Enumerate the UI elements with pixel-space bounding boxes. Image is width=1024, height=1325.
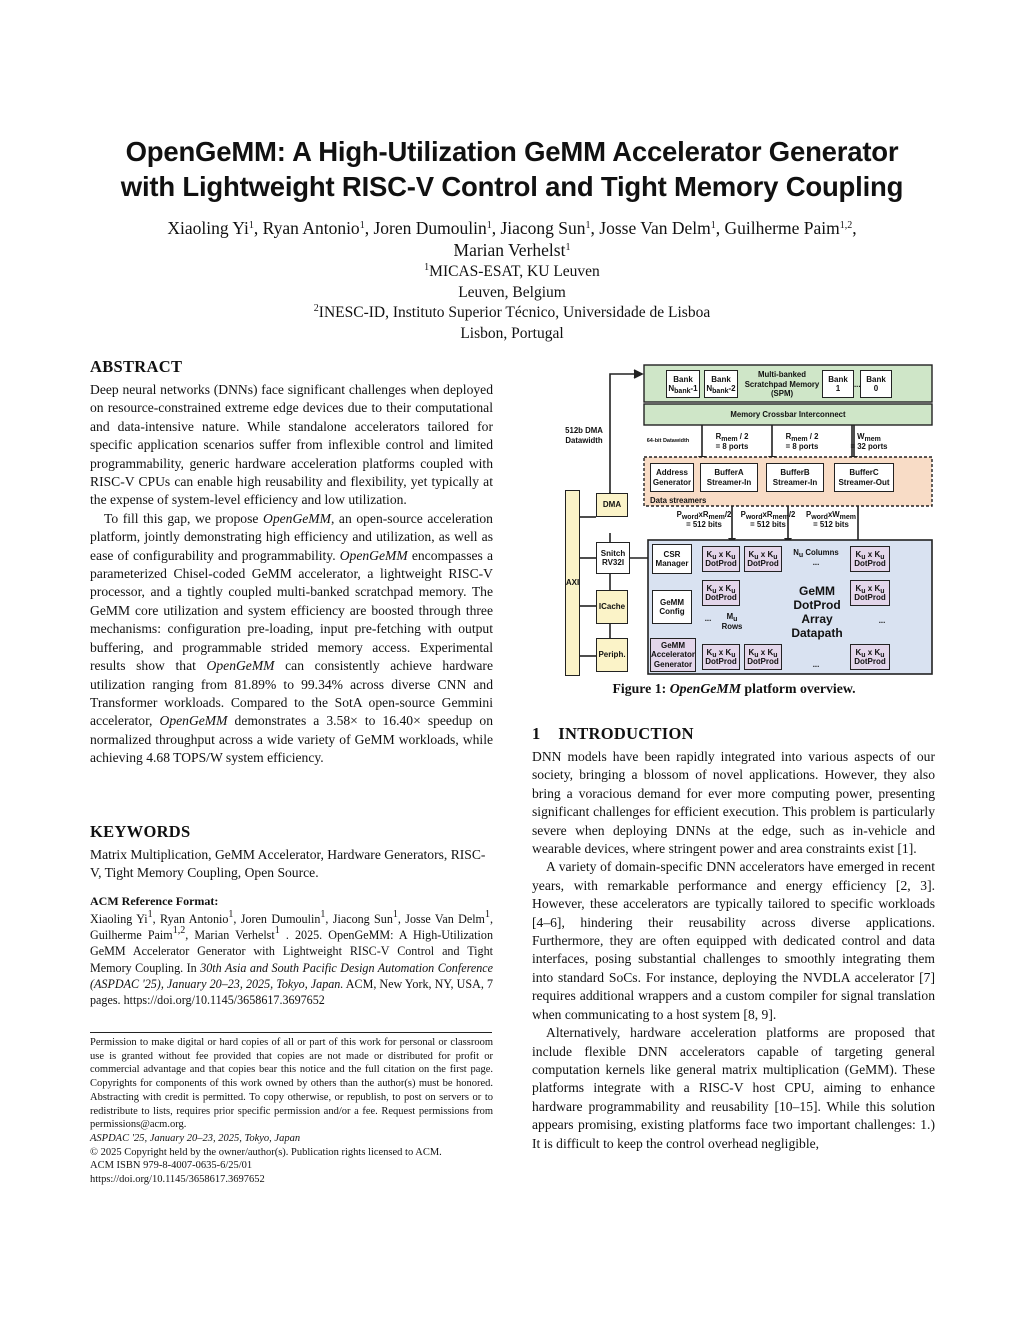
venue-line: ASPDAC '25, January 20–23, 2025, Tokyo, Japan [90,1132,301,1144]
acm-ref-heading: ACM Reference Format: [90,894,219,908]
abstract-paragraph-1: Deep neural networks (DNNs) face significant challenges when deployed on resource-constrained extreme edge devices due to their computational and data-intensive nature. While standalone accelerators tailored for specific application scenarios suffer from inflexible control and limited programmability, generic hardware acceleration platforms coupled with RISC-V CPUs can enable high reusability and flexibility, yet typically at the expense of system-level efficiency and low utilization. [90,382,493,508]
bank-nm1: Bank $N_{bank}-1$ [666,370,700,398]
intro-body [532,748,935,1153]
affiliation-line: $^2$INESC-ID, Instituto Superior Técnico, Universidade de Lisboa [313,303,711,321]
buffer-a-box: BufferA Streamer-In [700,463,758,492]
intro-heading: 1 INTRODUCTION [532,724,694,743]
nu-columns-label: $N_u$ Columns ... [793,548,839,567]
affiliations [200,262,824,344]
crossbar-label: Memory Crossbar Interconnect [730,410,846,419]
author-sup: 1 [565,242,571,253]
acm-ref-body: Xiaoling Yi$^1$, Ryan Antonio$^1$, Joren Dumoulin$^1$, Jiacong Sun$^1$, Josse Van Delm$^1$, Guilherme Paim$^{1,2}$, Marian Verhelst$^1$ . 2025. OpenGeMM: A High-Utilization GeMM Accelerator Generator with Lightweight RISC-V Control and Tight Memory Coupling. In 30th Asia and South Pacific Design Automation Conference (ASPDAC '25), January 20–23, 2025, Tokyo, Japan. ACM, New York, NY, USA, 7 pages. https://doi.org/10.1145/3658617.3697652 [90,909,493,1008]
figure-caption: Figure 1: OpenGeMM platform overview. [612,681,856,696]
affil-sup: 1 [424,262,430,273]
author-name: Josse Van Delm [599,218,711,238]
intro-paragraph-2: A variety of domain-specific DNN accelerators have emerged in recent years, with remarkable performance and energy efficiency [2, 3]. However, these accelerators are typically tailored to specific workloads [4–6], hindering their reusability across diverse applications. Furthermore, they are often equipped with dedicated control and data interfaces, posing substantial challenges to smoothly integrating them into standard SoCs. For instance, deploying the NVDLA accelerator [7] requires additional wrappers and a custom compiler for signal translation when communicating to a host system [8, 9]. [532,859,935,1022]
data-streamers-label: Data streamers [650,496,707,505]
dma-box: DMA [596,493,628,517]
dma-width-label: 512b DMA Datawidth [565,426,603,445]
doi-line[interactable]: https://doi.org/10.1145/3658617.3697652 [90,1174,265,1186]
intro-paragraph-3: Alternatively, hardware acceleration platforms are proposed that include flexible DNN accelerators capable of targeting general computation kernels like general matrix multiplication (GeMM). These platforms integrate with a RISC-V host CPU, aiming to enhance hardware programmability and reusability [10–15]. While this solution appears promising, existing platforms face two important challenges: 1.) It is difficult to keep the control overhead negligible, [532,1025,935,1151]
platform-overview-figure: Bank $N_{bank}-1$ Bank $N_{bank}-2$ Multi-banked Scratchpad Memory (SPM) Bank 1 ... Bank 0 Memory Crossbar Interconnect 512b DMA Datawidth 64-bit Datawidth $R_{mem} / 2$ = 8 ports $R_{mem} / 2$ = 8 ports $W_{mem}$ = 32 ports Address Generator BufferA Streamer-In BufferB Streamer-In BufferC Streamer-Out Data streamers $P_{word}xR_{mem}/2$ = 512 bits $P_{word}xR_{mem}/2$ = 512 bits $P_{word}xW_{mem}$ = 512 bits AXI DMA Snitch RV32I ICache Periph. CSR Manager GeMM Config GeMM Accelerator Generator $K_u$ x $K_u$ DotProd $K_u$ x $K_u$ DotProd $N_u$ Columns ... $K_u$ x $K_u$ DotProd $K_u$ x $K_u$ DotProd GeMM DotProd Array Datapath $K_u$ x $K_u$ DotProd ... $M_u$ Rows ... $K_u$ x $K_u$ DotProd $K_u$ x $K_u$ DotProd ... $K_u$ x $K_u$ DotProd [532,362,936,677]
dotprod-cell: $K_u$ x $K_u$ DotProd [850,546,890,572]
intro-paragraph-1: DNN models have been rapidly integrated into various aspects of our society, bringing a blossom of novel applications. However, they also bring a voracious demand for ever more computing power, presenting significant challenges for efficient execution. This problem is particularly severe when deploying DNNs at the edge, such as in-vehicle and wearable devices, where stringent power and area constraints exist [1]. [532,749,935,857]
gemm-accelerator-generator-box: GeMM Accelerator Generator [650,638,696,672]
author-line-2 [60,239,964,261]
bank-1: Bank 1 [822,370,854,398]
dotprod-cell: $K_u$ x $K_u$ DotProd [702,580,740,606]
core-title: GeMM DotProd Array Datapath [791,584,843,640]
author-name: Guilherme Paim [724,218,840,238]
dotprod-cell: $K_u$ x $K_u$ DotProd [702,644,740,670]
affiliation-line: Lisbon, Portugal [460,324,564,342]
p-word-a: $P_{word}xR_{mem}/2$ = 512 bits [676,510,732,529]
peripherals-box: Periph. [596,638,628,672]
bank-nm2: Bank $N_{bank}-2$ [704,370,738,398]
rmem-ports-a: $R_{mem} / 2$ = 8 ports [715,432,749,451]
abstract-heading: ABSTRACT [90,357,183,376]
title-line-1: OpenGeMM: A High-Utilization GeMM Accelerator Generator [125,136,899,167]
axi-bus: AXI [565,490,580,676]
csr-manager-box: CSR Manager [652,544,692,574]
author-name: Ryan Antonio [262,218,360,238]
author-sup: 1 [585,220,591,231]
author-sup: 1 [486,220,492,231]
bank-0: Bank 0 [860,370,892,398]
buffer-c-box: BufferC Streamer-Out [834,463,894,492]
p-word-c: $P_{word}xW_{mem}$ = 512 bits [806,510,856,529]
dotprod-cell: $K_u$ x $K_u$ DotProd [744,546,782,572]
author-sup: 1 [248,220,254,231]
64bit-label: 64-bit Datawidth [646,438,690,444]
dotprod-cell: $K_u$ x $K_u$ DotProd [744,644,782,670]
wmem-ports: $W_{mem}$ = 32 ports [850,432,888,451]
snitch-core-box: Snitch RV32I [596,542,630,574]
copyright-line: © 2025 Copyright held by the owner/author(s). Publication rights licensed to ACM. [90,1146,442,1158]
buffer-b-box: BufferB Streamer-In [766,463,824,492]
spm-title: Multi-banked Scratchpad Memory (SPM) [744,370,820,398]
gemm-config-box: GeMM Config [652,590,692,624]
author-list [60,217,964,261]
icache-box: ICache [596,590,628,624]
keywords-heading: KEYWORDS [90,822,191,841]
author-name: Jiacong Sun [500,218,586,238]
dotprod-cell: $K_u$ x $K_u$ DotProd [850,644,890,670]
mu-rows-label: $M_u$ Rows [721,612,743,631]
dotprod-cell: $K_u$ x $K_u$ DotProd [850,580,890,606]
abstract-paragraph-2: To fill this gap, we propose OpenGeMM, an open-source acceleration platform, jointly demonstrating high efficiency and utilization, as well as ease of configurability and programmability. OpenGeMM encompasses a parameterized Chisel-coded GeMM accelerator, a lightweight RISC-V processor, and a tightly coupled multi-banked scratchpad memory. The GeMM core utilization and system efficiency are boosted through three mechanisms: configuration pre-loading, input pre-fetching with output buffering, and programmable strided memory access. Experimental results show that OpenGeMM can consistently achieve hardware utilization ranging from 81.89% to 99.34% across diverse CNN and Transformer workloads. Compared to the SotA open-source Gemmini accelerator, OpenGeMM demonstrates a 3.58× to 16.40× speedup on normalized throughput across a wide variety of GeMM workloads, while achieving 4.68 TOPS/W system efficiency. [90,510,494,766]
abstract-body [90,381,493,768]
address-generator-box: Address Generator [650,463,694,492]
author-name: Joren Dumoulin [373,218,487,238]
paper-title [40,134,984,204]
p-word-b: $P_{word}xR_{mem}/2$ = 512 bits [740,510,796,529]
author-sup: 1 [710,220,716,231]
rmem-ports-b: $R_{mem} / 2$ = 8 ports [785,432,819,451]
affiliation-line: $^1$MICAS-ESAT, KU Leuven [424,262,600,280]
author-line-1: Xiaoling Yi$^1$, Ryan Antonio$^1$, Joren Dumoulin$^1$, Jiacong Sun$^1$, Josse Van Delm$^1$, Guilherme Paim$^{1,2}$, [167,218,857,238]
title-line-2: with Lightweight RISC-V Control and Tight Memory Coupling [120,171,904,202]
keywords-body: Matrix Multiplication, GeMM Accelerator, Hardware Generators, RISC-V, Tight Memory Coupling, Open Source. [90,847,486,881]
footnote-rule [90,1032,492,1033]
author-sup: 1 [359,220,365,231]
affiliation-line: Leuven, Belgium [458,283,566,301]
author-name: Xiaoling Yi [167,218,249,238]
author-name: Marian Verhelst [453,240,566,260]
author-sup: 1,2 [839,220,853,231]
permission-notice: Permission to make digital or hard copies of all or part of this work for personal or classroom use is granted without fee provided that copies are not made or distributed for profit or commercial advantage and that copies bear this notice and the full citation on the first page. Copyrights for components of this work owned by others than the author(s) must be honored. Abstracting with credit is permitted. To copy otherwise, or republish, to post on servers or to redistribute to lists, requires prior specific permission and/or a fee. Request permissions from permissions@acm.org. ASPDAC '25, January 20–23, 2025, Tokyo, Japan © 2025 Copyright held by the owner/author(s). Publication rights licensed to ACM. ACM ISBN 979-8-4007-0635-6/25/01 https://doi.org/10.1145/3658617.3697652 [90,1037,493,1186]
affil-sup: 2 [313,303,319,314]
isbn-line: ACM ISBN 979-8-4007-0635-6/25/01 [90,1160,253,1172]
dotprod-cell: $K_u$ x $K_u$ DotProd [702,546,740,572]
